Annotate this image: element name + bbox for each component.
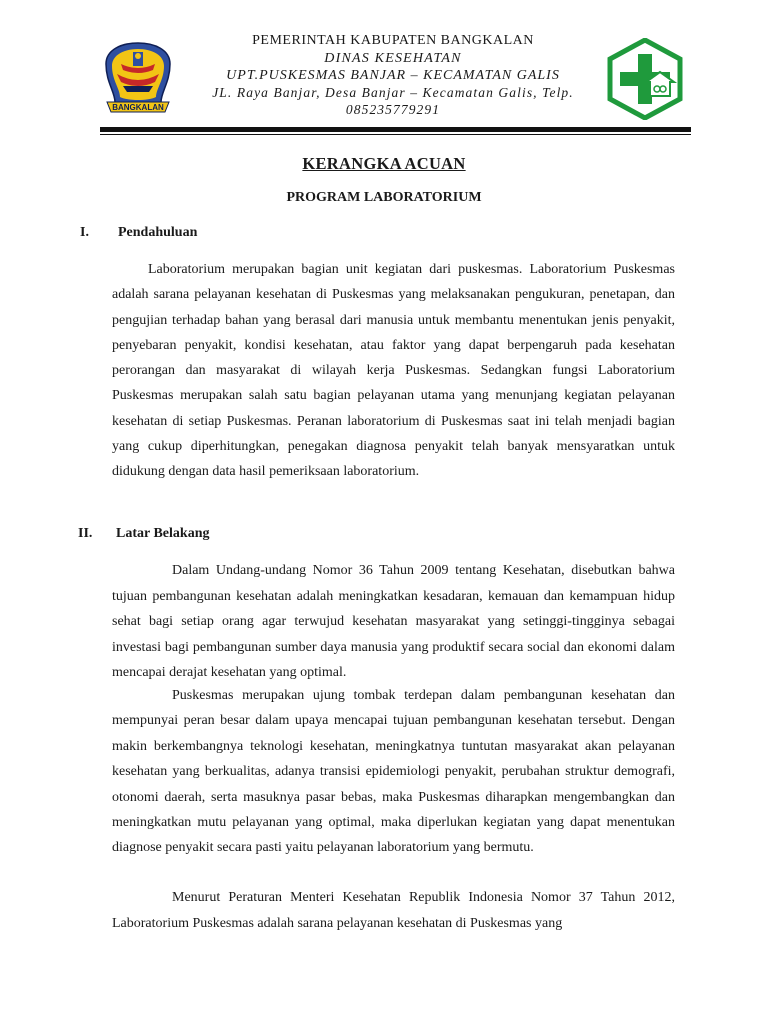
body-paragraph: Dalam Undang-undang Nomor 36 Tahun 2009 tentang Kesehatan, disebutkan bahwa tujuan pembangunan kesehatan adalah meningkatkan kesadaran, kemauan dan kemampuan hidup sehat bagi setiap orang agar terwujud kesehatan masyarakat yang setinggi-tingginya sebagai investasi bagi pembangunan sumber daya manusia yang produktif secara social dan ekonomi dalam mencapai derajat kesehatan yang optimal. bbox=[112, 563, 675, 681]
letterhead-divider-thick bbox=[100, 127, 691, 132]
government-name: PEMERINTAH KABUPATEN BANGKALAN bbox=[252, 33, 534, 48]
address-line: JL. Raya Banjar, Desa Banjar – Kecamatan Galis, Telp. 085235779291 bbox=[212, 85, 574, 117]
letterhead-text bbox=[180, 32, 606, 118]
letterhead bbox=[100, 30, 692, 128]
document-title: KERANGKA ACUAN bbox=[302, 154, 466, 173]
body-paragraph: Laboratorium merupakan bagian unit kegiatan dari puskesmas. Laboratorium Puskesmas adalah sarana pelayanan kesehatan di Puskesmas yang melaksanakan pengukuran, penetapan, dan pengujian terhadap bahan yang berasal dari manusia untuk membantu menentukan jenis penyakit, penyebaran penyakit, kondisi kesehatan, atau faktor yang dapat berpengaruh pada kesehatan perorangan dan masyarakat di wilayah kerja Puskesmas. Sedangkan fungsi Laboratorium Puskesmas merupakan salah satu bagian pelayanan utama yang menunjang kegiatan pelayanan kesehatan di setiap Puskesmas. Peranan laboratorium di Puskesmas saat ini telah menjadi bagian yang cukup diperhitungkan, penegakan diagnosa penyakit telah banyak mensyaratkan untuk didukung dengan data hasil pemeriksaan laboratorium. bbox=[112, 262, 675, 480]
body-paragraph: Puskesmas merupakan ujung tombak terdepan dalam pembangunan kesehatan dan mempunyai peran besar dalam upaya mencapai tujuan pembangunan kesehatan tersebut. Dengan makin berkembangnya teknologi kesehatan, meningkatnya tuntutan masyarakat akan pelayanan kesehatan yang berkualitas, adanya transisi epidemiologi penyakit, perubahan struktur demografi, otonomi daerah, serta masuknya pasar bebas, maka Puskesmas diharapkan mengembangkan dan meningkatkan mutu pelayanan yang optimal, maka diperlukan kegiatan yang dapat menentukan diagnose penyakit secara pasti yaitu pelayanan laboratorium yang bermutu. bbox=[112, 688, 675, 856]
section-number: I. bbox=[80, 225, 89, 240]
letterhead-divider-thin bbox=[100, 134, 691, 135]
puskesmas-emblem-icon bbox=[606, 38, 684, 120]
document-subtitle: PROGRAM LABORATORIUM bbox=[286, 190, 482, 205]
unit-name: UPT.PUSKESMAS BANJAR – KECAMATAN GALIS bbox=[226, 68, 560, 83]
crest-ribbon-text: BANGKALAN bbox=[112, 103, 164, 112]
section-title: Pendahuluan bbox=[118, 225, 198, 240]
section-title: Latar Belakang bbox=[116, 526, 210, 541]
section-number: II. bbox=[78, 526, 93, 541]
agency-name: DINAS KESEHATAN bbox=[324, 51, 462, 66]
bangkalan-crest-icon bbox=[103, 40, 173, 120]
body-paragraph: Menurut Peraturan Menteri Kesehatan Republik Indonesia Nomor 37 Tahun 2012, Laboratorium Puskesmas adalah sarana pelayanan kesehatan di Puskesmas yang bbox=[112, 890, 675, 931]
